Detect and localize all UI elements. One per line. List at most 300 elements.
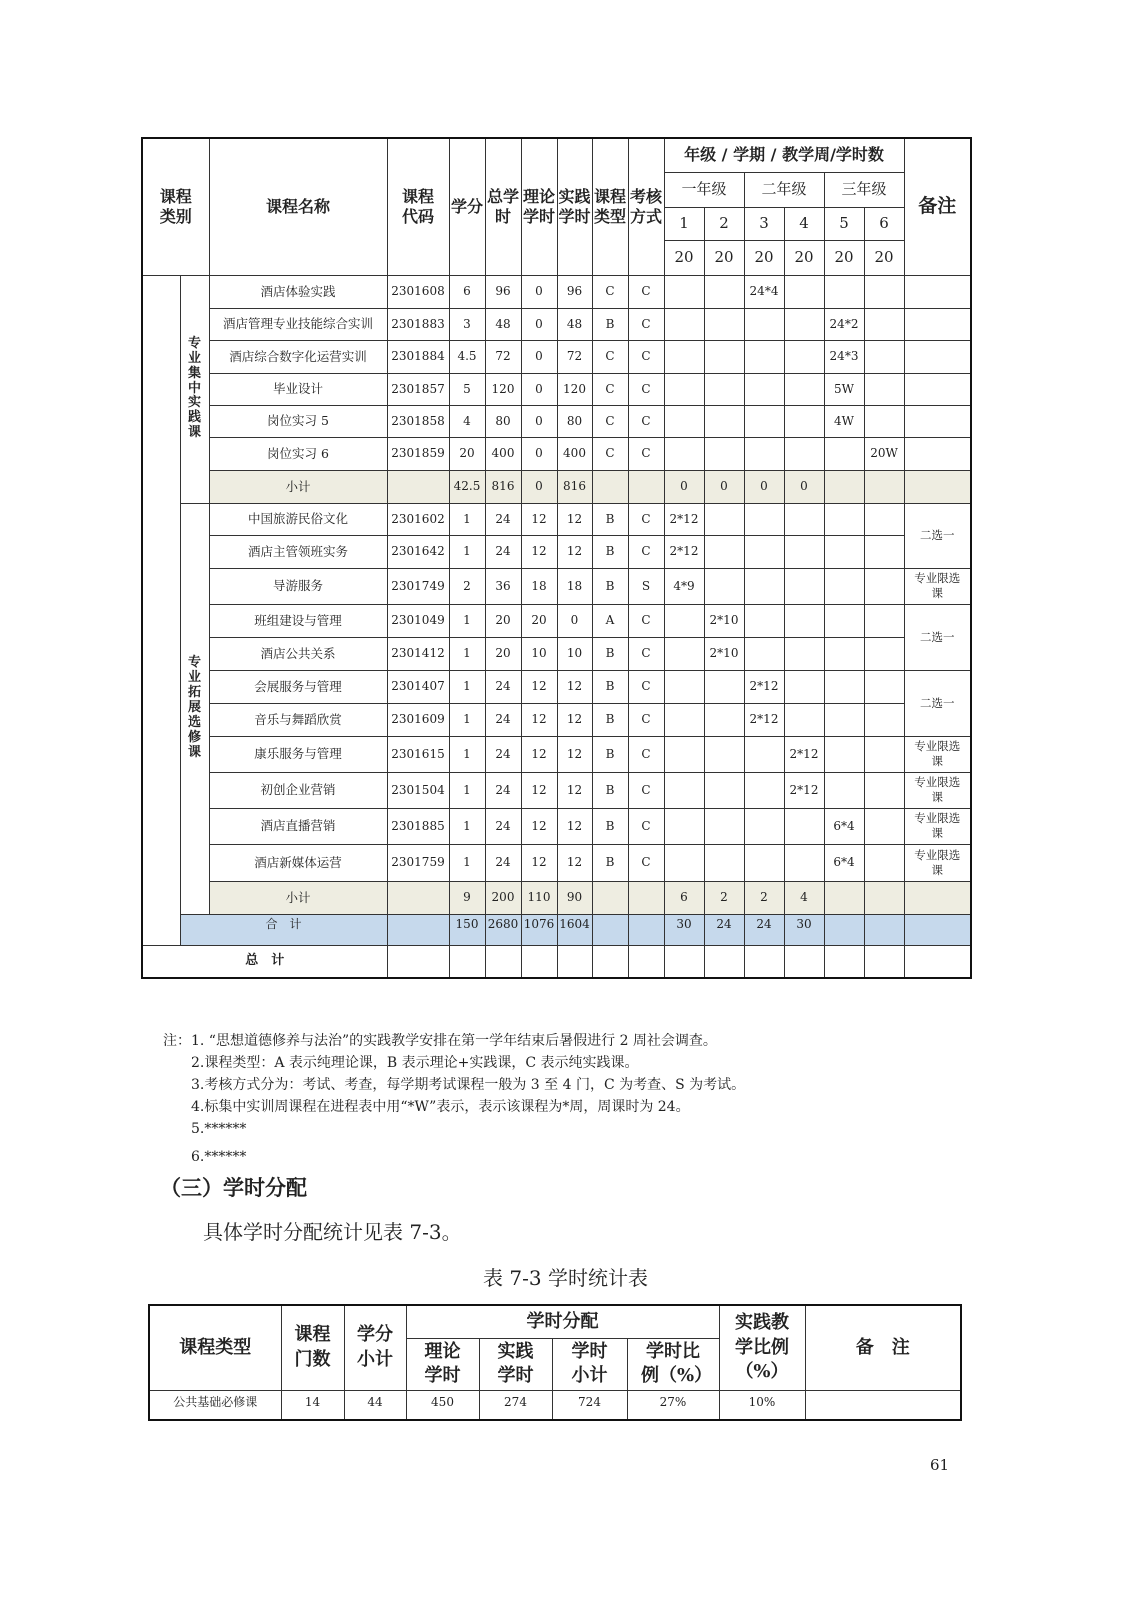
course-code-cell: 2301859 [387, 437, 449, 470]
stat-header-credit-subtotal: 学分小计 [344, 1305, 406, 1390]
remarks-cell [904, 275, 971, 308]
subtotal-semester-cell: 2 [744, 881, 784, 914]
stat-header-theory-hours: 理论学时 [406, 1338, 479, 1390]
theory-hours-cell: 12 [521, 535, 557, 568]
theory-hours-cell: 12 [521, 772, 557, 808]
semester-cell: 2*12 [784, 772, 824, 808]
semester-cell [664, 637, 704, 670]
stat-header-course-type: 课程类型 [149, 1305, 281, 1390]
course-schedule-table [141, 137, 972, 979]
semester-cell: 2*12 [744, 703, 784, 736]
stat-cell-credit: 44 [344, 1390, 406, 1420]
exam-method-cell: C [628, 373, 664, 405]
header-remarks: 备注 [904, 138, 971, 275]
semester-cell [824, 772, 864, 808]
total-hours-cell: 20 [485, 604, 521, 637]
header-course-name: 课程名称 [209, 138, 387, 275]
table-row [142, 568, 971, 604]
practice-hours-cell: 96 [557, 275, 592, 308]
total-hours-cell: 48 [485, 308, 521, 340]
semester-cell [784, 275, 824, 308]
subtotal-type-cell [592, 470, 628, 503]
theory-hours-cell: 12 [521, 670, 557, 703]
grand-subtotal-practice-cell: 1604 [557, 914, 592, 945]
semester-cell [664, 604, 704, 637]
grand-subtotal-semester-cell [824, 914, 864, 945]
header-weeks: 20 [744, 240, 784, 275]
exam-method-cell: C [628, 736, 664, 772]
exam-method-cell: C [628, 275, 664, 308]
remarks-text: 专业限选课 [914, 811, 961, 840]
credit-cell: 2 [449, 568, 485, 604]
course-code-cell: 2301884 [387, 340, 449, 373]
semester-cell [744, 637, 784, 670]
theory-hours-cell: 12 [521, 503, 557, 535]
grand-total-empty-cell [824, 945, 864, 978]
exam-method-cell: C [628, 604, 664, 637]
course-type-cell: C [592, 437, 628, 470]
total-hours-cell: 36 [485, 568, 521, 604]
remarks-cell [904, 568, 971, 604]
table-row [142, 703, 971, 736]
practice-hours-cell: 12 [557, 670, 592, 703]
course-name-cell: 酒店直播营销 [209, 808, 387, 844]
practice-hours-cell: 18 [557, 568, 592, 604]
course-name-cell: 酒店主管领班实务 [209, 535, 387, 568]
table-row [142, 275, 971, 308]
grand-subtotal-exam-cell [628, 914, 664, 945]
remarks-cell [904, 373, 971, 405]
total-hours-cell: 24 [485, 736, 521, 772]
semester-cell: 20W [864, 437, 904, 470]
grand-total-empty-cell [704, 945, 744, 978]
credit-cell: 1 [449, 844, 485, 881]
grand-total-empty-cell [449, 945, 485, 978]
grand-subtotal-code-cell [387, 914, 449, 945]
theory-hours-cell: 0 [521, 340, 557, 373]
exam-method-cell: S [628, 568, 664, 604]
course-type-cell: B [592, 670, 628, 703]
course-type-cell: B [592, 637, 628, 670]
semester-cell [864, 568, 904, 604]
credit-cell: 1 [449, 670, 485, 703]
practice-hours-cell: 12 [557, 736, 592, 772]
credit-cell: 1 [449, 604, 485, 637]
semester-cell [664, 405, 704, 437]
theory-hours-cell: 18 [521, 568, 557, 604]
semester-cell [864, 535, 904, 568]
table-row [142, 844, 971, 881]
remarks-cell [904, 670, 971, 736]
semester-cell [784, 637, 824, 670]
semester-cell: 24*4 [744, 275, 784, 308]
theory-hours-cell: 0 [521, 308, 557, 340]
semester-cell [864, 405, 904, 437]
semester-cell [864, 373, 904, 405]
remarks-text: 专业限选课 [914, 775, 961, 804]
theory-hours-cell: 0 [521, 275, 557, 308]
semester-cell [824, 604, 864, 637]
practice-hours-cell: 12 [557, 503, 592, 535]
stat-cell-practice: 274 [479, 1390, 552, 1420]
exam-method-cell: C [628, 308, 664, 340]
total-hours-cell: 24 [485, 808, 521, 844]
subtotal-semester-cell: 0 [744, 470, 784, 503]
stat-cell-remarks [805, 1390, 961, 1420]
remarks-text: 专业限选课 [914, 847, 961, 877]
credit-cell: 4.5 [449, 340, 485, 373]
subtotal-type-cell [592, 881, 628, 914]
course-type-cell: B [592, 568, 628, 604]
semester-cell [824, 637, 864, 670]
semester-cell [704, 275, 744, 308]
practice-hours-cell: 12 [557, 703, 592, 736]
course-code-cell: 2301858 [387, 405, 449, 437]
subtotal-semester-cell [864, 881, 904, 914]
header-semester: 2 [704, 207, 744, 240]
semester-cell [784, 340, 824, 373]
semester-cell: 24*2 [824, 308, 864, 340]
exam-method-cell: C [628, 405, 664, 437]
header-semester: 6 [864, 207, 904, 240]
semester-cell [704, 340, 744, 373]
exam-method-cell: C [628, 808, 664, 844]
header-year-1: 一年级 [664, 172, 744, 207]
semester-cell [664, 340, 704, 373]
header-theory-hours: 理论学时 [521, 138, 557, 275]
practice-hours-cell: 10 [557, 637, 592, 670]
semester-cell [864, 670, 904, 703]
header-course-code: 课程代码 [387, 138, 449, 275]
stat-header-remarks: 备 注 [805, 1305, 961, 1390]
grand-total-empty-cell [664, 945, 704, 978]
semester-cell: 2*12 [664, 503, 704, 535]
semester-cell [704, 308, 744, 340]
header-practice-hours: 实践学时 [557, 138, 592, 275]
grand-subtotal-semester-cell: 24 [744, 914, 784, 945]
hours-statistics-table [148, 1304, 962, 1421]
credit-cell: 1 [449, 772, 485, 808]
course-name-cell: 岗位实习 5 [209, 405, 387, 437]
subtotal-label-cell: 小计 [209, 470, 387, 503]
remarks-cell [904, 604, 971, 670]
total-hours-cell: 400 [485, 437, 521, 470]
semester-cell [664, 772, 704, 808]
subtotal-practice-cell: 90 [557, 881, 592, 914]
table-row [142, 437, 971, 470]
exam-method-cell: C [628, 670, 664, 703]
remarks-cell [904, 808, 971, 844]
semester-cell [704, 772, 744, 808]
practice-hours-cell: 12 [557, 535, 592, 568]
subtotal-exam-cell [628, 470, 664, 503]
subtotal-code-cell [387, 881, 449, 914]
semester-cell [864, 275, 904, 308]
subtotal-credit-cell: 9 [449, 881, 485, 914]
course-type-cell: B [592, 703, 628, 736]
semester-cell [744, 736, 784, 772]
practice-hours-cell: 12 [557, 772, 592, 808]
semester-cell [864, 503, 904, 535]
course-type-cell: B [592, 535, 628, 568]
grand-subtotal-credit-cell: 150 [449, 914, 485, 945]
header-category: 课程类别 [142, 138, 209, 275]
semester-cell [864, 772, 904, 808]
remarks-cell [904, 772, 971, 808]
subtotal-remarks-cell [904, 881, 971, 914]
header-credit: 学分 [449, 138, 485, 275]
semester-cell [784, 308, 824, 340]
table-header [142, 138, 971, 275]
theory-hours-cell: 0 [521, 373, 557, 405]
practice-hours-cell: 0 [557, 604, 592, 637]
subtotal-total-cell: 200 [485, 881, 521, 914]
table-row [142, 637, 971, 670]
theory-hours-cell: 20 [521, 604, 557, 637]
grand-total-empty-cell [485, 945, 521, 978]
course-name-cell: 初创企业营销 [209, 772, 387, 808]
header-semester: 5 [824, 207, 864, 240]
grand-total-empty-cell [784, 945, 824, 978]
theory-hours-cell: 10 [521, 637, 557, 670]
semester-cell [744, 405, 784, 437]
course-code-cell: 2301602 [387, 503, 449, 535]
semester-cell [864, 604, 904, 637]
course-code-cell: 2301407 [387, 670, 449, 703]
page-number: 61 [930, 1456, 950, 1474]
semester-cell: 2*12 [744, 670, 784, 703]
semester-cell [784, 405, 824, 437]
course-code-cell: 2301885 [387, 808, 449, 844]
remarks-text: 二选一 [920, 528, 955, 543]
theory-hours-cell: 12 [521, 844, 557, 881]
semester-cell [744, 604, 784, 637]
remarks-cell [904, 340, 971, 373]
grand-total-empty-cell [557, 945, 592, 978]
semester-cell [864, 340, 904, 373]
grand-subtotal-label-cell: 合 计 [180, 914, 387, 945]
stat-header-practice-ratio: 实践教学比例（%） [719, 1305, 805, 1390]
semester-cell [704, 373, 744, 405]
semester-cell: 2*12 [664, 535, 704, 568]
note-line: 4.标集中实训周课程在进程表中用“*W”表示，表示该课程为*周，周课时为 24。 [191, 1099, 690, 1115]
table-row [142, 308, 971, 340]
section-heading: （三）学时分配 [160, 1176, 307, 1200]
course-code-cell: 2301759 [387, 844, 449, 881]
practice-hours-cell: 120 [557, 373, 592, 405]
category-outer-cell [142, 275, 180, 945]
semester-cell [784, 604, 824, 637]
subtotal-total-cell: 816 [485, 470, 521, 503]
subtotal-exam-cell [628, 881, 664, 914]
subtotal-practice-cell: 816 [557, 470, 592, 503]
table-row [142, 604, 971, 637]
header-course-type: 课程类型 [592, 138, 628, 275]
semester-cell: 6*4 [824, 808, 864, 844]
grand-subtotal-semester-cell: 30 [784, 914, 824, 945]
header-weeks: 20 [824, 240, 864, 275]
practice-hours-cell: 48 [557, 308, 592, 340]
semester-cell [824, 703, 864, 736]
course-code-cell: 2301749 [387, 568, 449, 604]
stat-header-hours-distribution: 学时分配 [406, 1305, 719, 1338]
grand-subtotal-semester-cell [864, 914, 904, 945]
exam-method-cell: C [628, 340, 664, 373]
semester-cell [784, 670, 824, 703]
category-concentrated-practice [180, 275, 209, 503]
semester-cell [704, 703, 744, 736]
subtotal-semester-cell: 2 [704, 881, 744, 914]
category-extended-elective-text: 专业拓展选修课 [187, 655, 201, 760]
semester-cell: 2*10 [704, 637, 744, 670]
grand-total-empty-cell [592, 945, 628, 978]
credit-cell: 3 [449, 308, 485, 340]
semester-cell [864, 703, 904, 736]
semester-cell [744, 340, 784, 373]
credit-cell: 1 [449, 503, 485, 535]
course-name-cell: 酒店新媒体运营 [209, 844, 387, 881]
table-row [142, 808, 971, 844]
semester-cell [864, 308, 904, 340]
course-name-cell: 音乐与舞蹈欣赏 [209, 703, 387, 736]
credit-cell: 1 [449, 808, 485, 844]
grand-subtotal-type-cell [592, 914, 628, 945]
semester-cell [704, 844, 744, 881]
semester-cell: 2*10 [704, 604, 744, 637]
remarks-cell [904, 437, 971, 470]
course-type-cell: B [592, 308, 628, 340]
course-type-cell: B [592, 503, 628, 535]
course-name-cell: 酒店综合数字化运营实训 [209, 340, 387, 373]
semester-cell [784, 844, 824, 881]
note-line: 注：1. “思想道德修养与法治”的实践教学安排在第一学年结束后暑假进行 2 周社会调查。 [163, 1033, 717, 1049]
table-row [142, 503, 971, 535]
course-name-cell: 中国旅游民俗文化 [209, 503, 387, 535]
semester-cell [664, 736, 704, 772]
section-paragraph: 具体学时分配统计见表 7-3。 [203, 1220, 462, 1244]
grand-total-empty-cell [744, 945, 784, 978]
subtotal-code-cell [387, 470, 449, 503]
total-hours-cell: 72 [485, 340, 521, 373]
semester-cell [704, 670, 744, 703]
course-name-cell: 岗位实习 6 [209, 437, 387, 470]
table-row [142, 405, 971, 437]
course-name-cell: 毕业设计 [209, 373, 387, 405]
exam-method-cell: C [628, 503, 664, 535]
header-semester: 1 [664, 207, 704, 240]
semester-cell [704, 808, 744, 844]
table-row [142, 535, 971, 568]
grand-total-empty-cell [628, 945, 664, 978]
course-type-cell: C [592, 275, 628, 308]
subtotal-theory-cell: 0 [521, 470, 557, 503]
course-code-cell: 2301504 [387, 772, 449, 808]
semester-cell [824, 670, 864, 703]
grand-total-empty-cell [521, 945, 557, 978]
course-code-cell: 2301857 [387, 373, 449, 405]
grand-subtotal-semester-cell: 30 [664, 914, 704, 945]
total-hours-cell: 80 [485, 405, 521, 437]
header-schedule-group: 年级 / 学期 / 教学周/学时数 [664, 138, 904, 172]
subtotal-semester-cell: 0 [704, 470, 744, 503]
semester-cell [744, 535, 784, 568]
semester-cell: 6*4 [824, 844, 864, 881]
note-line: 6.****** [191, 1149, 247, 1165]
grand-subtotal-total-cell: 2680 [485, 914, 521, 945]
table-row [142, 340, 971, 373]
table-row [142, 881, 971, 914]
practice-hours-cell: 80 [557, 405, 592, 437]
remarks-cell [904, 308, 971, 340]
semester-cell: 4*9 [664, 568, 704, 604]
remarks-text: 二选一 [920, 629, 955, 644]
semester-cell [784, 568, 824, 604]
practice-hours-cell: 72 [557, 340, 592, 373]
course-type-cell: A [592, 604, 628, 637]
course-name-cell: 酒店公共关系 [209, 637, 387, 670]
course-code-cell: 2301608 [387, 275, 449, 308]
stat-cell-theory: 450 [406, 1390, 479, 1420]
semester-cell [784, 808, 824, 844]
exam-method-cell: C [628, 437, 664, 470]
course-type-cell: C [592, 340, 628, 373]
subtotal-semester-cell: 0 [664, 470, 704, 503]
credit-cell: 6 [449, 275, 485, 308]
table-row [142, 670, 971, 703]
grand-total-empty-cell [864, 945, 904, 978]
table-row [142, 736, 971, 772]
semester-cell [824, 736, 864, 772]
semester-cell [704, 568, 744, 604]
total-hours-cell: 24 [485, 703, 521, 736]
theory-hours-cell: 0 [521, 437, 557, 470]
course-code-cell: 2301883 [387, 308, 449, 340]
total-hours-cell: 24 [485, 670, 521, 703]
semester-cell [784, 703, 824, 736]
semester-cell [864, 844, 904, 881]
course-type-cell: B [592, 808, 628, 844]
remarks-cell [904, 736, 971, 772]
semester-cell [704, 405, 744, 437]
course-type-cell: B [592, 844, 628, 881]
total-hours-cell: 24 [485, 535, 521, 568]
stat-header-hours-subtotal: 学时小计 [552, 1338, 627, 1390]
theory-hours-cell: 0 [521, 405, 557, 437]
semester-cell [704, 736, 744, 772]
practice-hours-cell: 12 [557, 844, 592, 881]
semester-cell [744, 808, 784, 844]
subtotal-credit-cell: 42.5 [449, 470, 485, 503]
course-type-cell: B [592, 736, 628, 772]
grand-total-empty-cell [387, 945, 449, 978]
semester-cell [744, 437, 784, 470]
grand-subtotal-semester-cell: 24 [704, 914, 744, 945]
credit-cell: 1 [449, 703, 485, 736]
exam-method-cell: C [628, 703, 664, 736]
subtotal-semester-cell [864, 470, 904, 503]
stat-cell-practice-ratio: 10% [719, 1390, 805, 1420]
semester-cell [704, 503, 744, 535]
semester-cell [744, 844, 784, 881]
total-hours-cell: 20 [485, 637, 521, 670]
practice-hours-cell: 400 [557, 437, 592, 470]
total-hours-cell: 24 [485, 844, 521, 881]
remarks-cell [904, 503, 971, 568]
stat-header-practice-hours: 实践学时 [479, 1338, 552, 1390]
table-body [142, 275, 971, 978]
stat-cell-ratio: 27% [627, 1390, 719, 1420]
total-hours-cell: 24 [485, 503, 521, 535]
